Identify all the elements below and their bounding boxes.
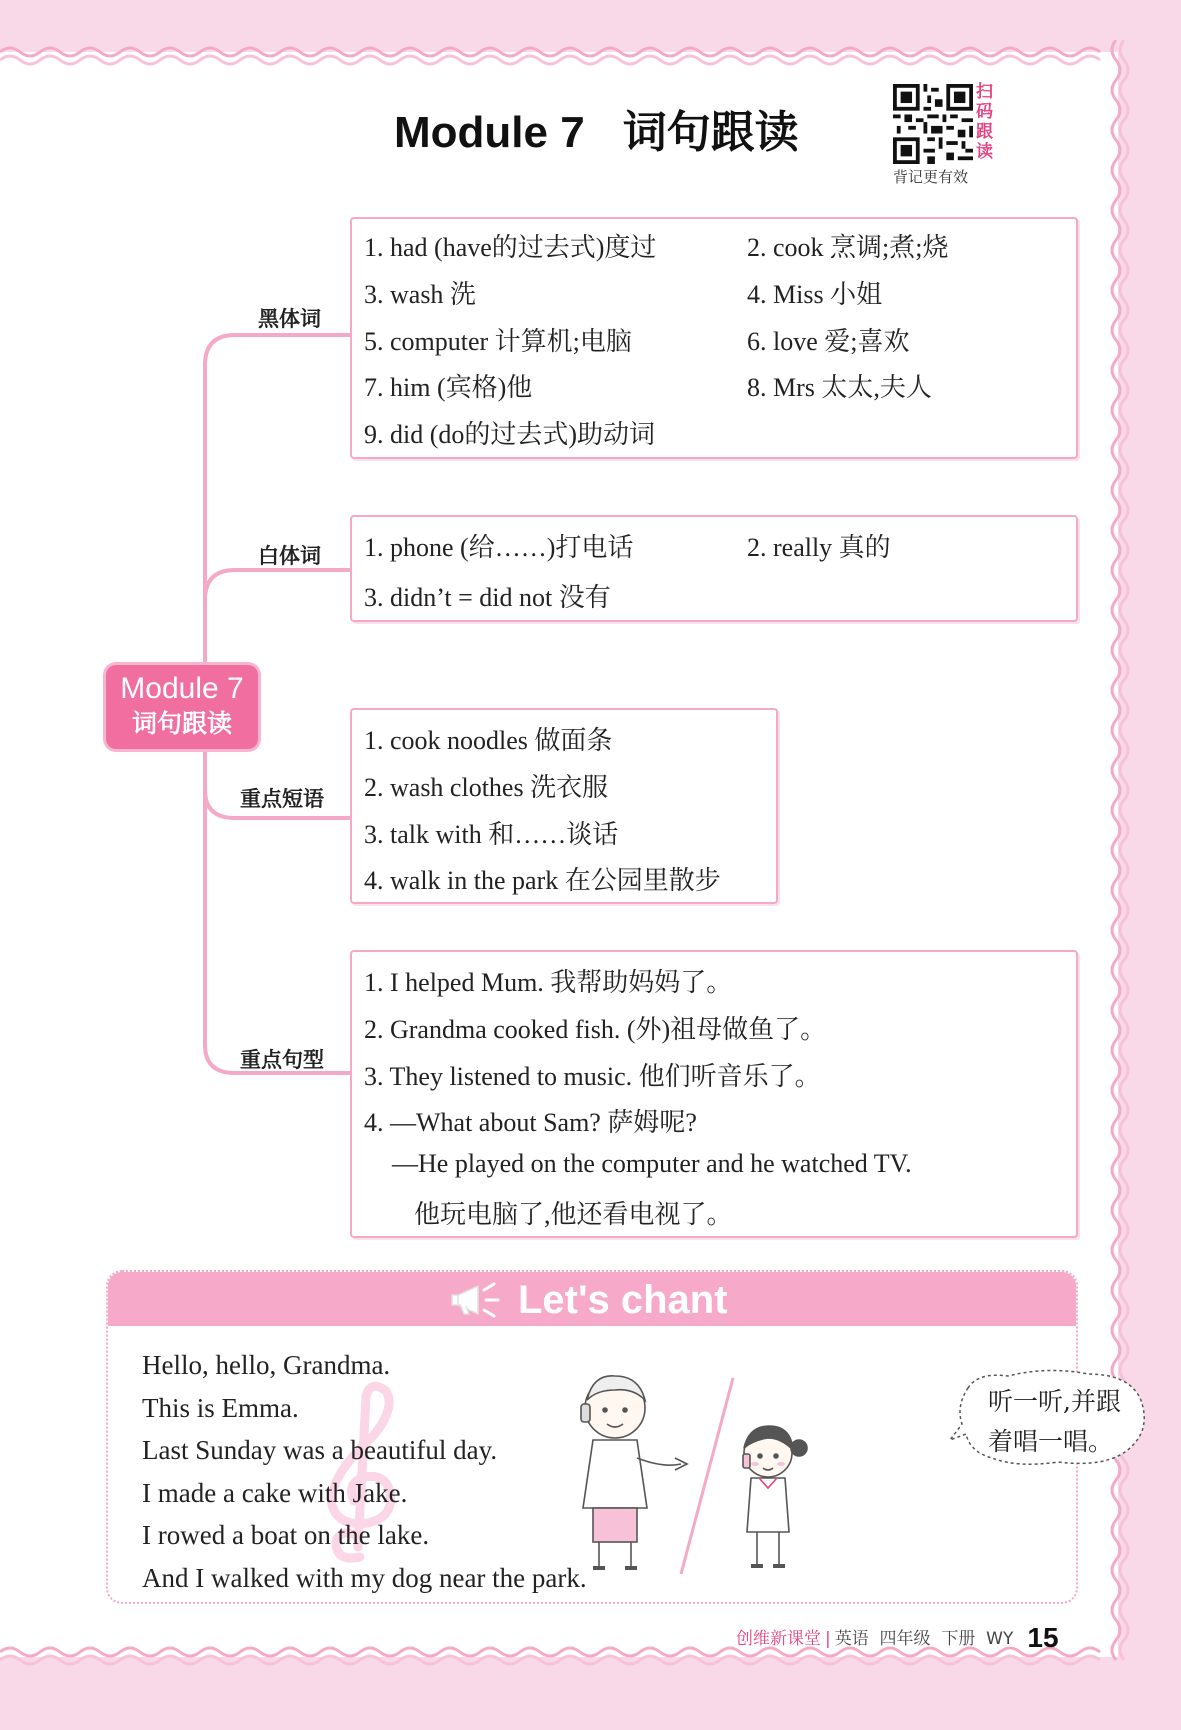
word-item: 4. Miss 小姐 <box>747 280 883 309</box>
phrases-box <box>350 708 778 904</box>
megaphone-icon <box>448 1280 508 1320</box>
page-number: 15 <box>1027 1622 1059 1653</box>
qr-side-char: 跟 <box>976 122 993 142</box>
chant-line: And I walked with my dog near the park. <box>142 1562 587 1593</box>
word-item: 9. did (do的过去式)助动词 <box>364 420 656 449</box>
sentence-item: 2. Grandma cooked fish. (外)祖母做鱼了。 <box>364 1015 827 1044</box>
chant-header <box>108 1272 1076 1326</box>
mind-map-root <box>106 665 258 749</box>
phrases-label: 重点短语 <box>240 787 324 811</box>
word-item: 3. didn’t = did not 没有 <box>364 583 611 612</box>
sentence-item: 他玩电脑了,他还看电视了。 <box>414 1200 733 1229</box>
bubble-text <box>988 1382 1121 1462</box>
bold-words-label: 黑体词 <box>258 307 321 331</box>
chant-line: Last Sunday was a beautiful day. <box>142 1435 498 1465</box>
page-footer: 创维新课堂 | 英语 四年级 下册 WY 15 <box>736 1622 1059 1653</box>
title-english: Module 7 <box>394 108 585 157</box>
qr-side-char: 扫 <box>976 82 993 102</box>
phrase-item: 3. talk with 和……谈话 <box>364 820 619 849</box>
sentence-item: 3. They listened to music. 他们听音乐了。 <box>364 1062 821 1091</box>
chant-panel <box>106 1270 1121 1604</box>
chant-line: Hello, hello, Grandma. <box>142 1350 391 1380</box>
qr-caption: 背记更有效 <box>893 168 969 186</box>
plain-words-label: 白体词 <box>258 544 321 568</box>
word-item: 5. computer 计算机;电脑 <box>364 327 632 356</box>
qr-side-char: 码 <box>976 102 993 122</box>
title-chinese: 词句跟读 <box>622 107 799 158</box>
plain-words-box <box>350 515 1078 622</box>
word-item: 7. him (宾格)他 <box>364 373 533 402</box>
word-item: 1. phone (给……)打电话 <box>364 533 634 562</box>
bold-words-box <box>350 217 1078 459</box>
footer-subject: 英语 <box>834 1629 869 1649</box>
word-item: 8. Mrs 太太,夫人 <box>747 373 932 402</box>
word-item: 2. cook 烹调;煮;烧 <box>747 233 949 262</box>
root-title-chinese: 词句跟读 <box>131 709 232 738</box>
sentences-label: 重点句型 <box>240 1048 324 1072</box>
bubble-line: 听一听,并跟 <box>988 1387 1121 1416</box>
footer-term: 下册 <box>941 1629 976 1649</box>
chant-line: I rowed a boat on the lake. <box>142 1520 430 1550</box>
word-item: 3. wash 洗 <box>364 280 476 309</box>
chant-title: Let's chant <box>518 1278 728 1322</box>
sentence-item: 4. —What about Sam? 萨姆呢? <box>364 1108 697 1137</box>
bubble-line: 着唱一唱。 <box>988 1427 1114 1456</box>
word-item: 1. had (have的过去式)度过 <box>364 233 657 262</box>
phone-call-illustration <box>563 1368 933 1578</box>
sentence-item: 1. I helped Mum. 我帮助妈妈了。 <box>364 968 733 997</box>
footer-edition: WY <box>986 1629 1014 1649</box>
word-item: 6. love 爱;喜欢 <box>747 327 910 356</box>
qr-side-char: 读 <box>976 142 993 162</box>
chant-lyrics <box>142 1344 587 1599</box>
sentences-box <box>350 950 1078 1238</box>
word-item: 2. really 真的 <box>747 533 891 562</box>
chant-line: This is Emma. <box>142 1392 299 1423</box>
phrase-item: 4. walk in the park 在公园里散步 <box>364 866 721 895</box>
sentence-item: —He played on the computer and he watched TV. <box>392 1149 912 1178</box>
footer-grade: 四年级 <box>879 1629 931 1649</box>
root-title-english: Module 7 <box>120 672 244 705</box>
footer-brand: 创维新课堂 <box>736 1629 821 1649</box>
phrase-item: 1. cook noodles 做面条 <box>364 726 613 755</box>
chant-line: I made a cake with Jake. <box>142 1477 408 1508</box>
phrase-item: 2. wash clothes 洗衣服 <box>364 773 609 802</box>
